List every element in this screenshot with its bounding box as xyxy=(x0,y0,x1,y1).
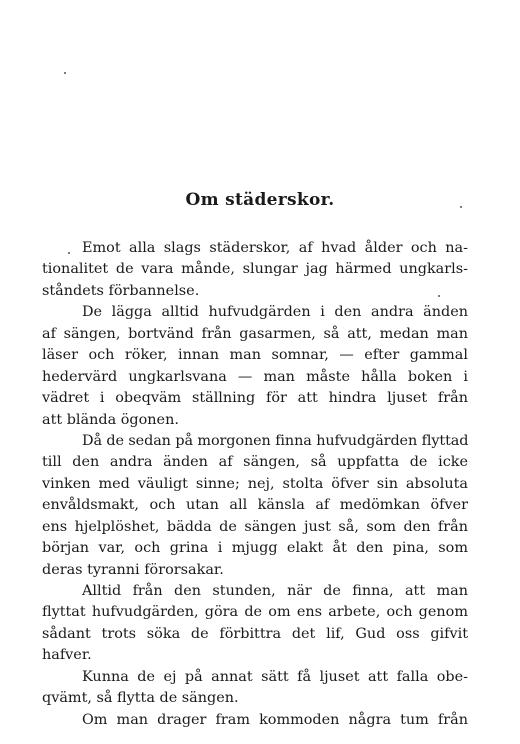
text-line: början var, och grina i mjugg elakt åt den pina, som xyxy=(42,540,468,557)
text-line: vinken med väuligt sinne; nej, stolta öfver sin absoluta xyxy=(42,475,468,492)
text-line: till den andra änden af sängen, så uppfatta de icke xyxy=(42,454,468,471)
text-line: läser och röker, innan man somnar, — efter gammal xyxy=(42,347,468,364)
text-line: deras tyranni förorsakar. xyxy=(42,561,224,578)
text-line: envåldsmakt, och utan all känsla af medömkan öfver xyxy=(42,497,468,514)
text-line: ståndets förbannelse. xyxy=(42,282,200,299)
text-line: De lägga alltid hufvudgärden i den andra änden xyxy=(82,304,468,321)
chapter-title: Om städerskor. xyxy=(185,190,335,210)
text-line: Kunna de ej på annat sätt få ljuset att falla obe- xyxy=(82,668,468,685)
print-speck xyxy=(68,252,70,254)
text-line: Alltid från den stunden, när de finna, att man xyxy=(82,583,468,599)
text-line: sådant trots söka de förbittra det lif, Gud oss gifvit xyxy=(42,625,468,642)
print-speck xyxy=(438,295,440,297)
text-line: Emot alla slags städerskor, af hvad ålder och na- xyxy=(82,240,468,256)
text-line: af sängen, bortvänd från gasarmen, så att, medan man xyxy=(42,325,468,342)
print-speck xyxy=(460,206,462,208)
text-line: Då de sedan på morgonen finna hufvudgärden flyttad xyxy=(82,432,469,449)
text-line: flyttat hufvudgärden, göra de om ens arbete, och genom xyxy=(42,604,468,621)
text-line: tionalitet de vara månde, slungar jag härmed ungkarls- xyxy=(42,261,468,278)
text-line: vädret i obeqväm ställning för att hindra ljuset från xyxy=(42,390,468,407)
text-line: hafver. xyxy=(42,647,92,664)
text-line: hedervärd ungkarlsvana — man måste hålla boken i xyxy=(42,368,468,385)
text-line: ens hjelplöshet, bädda de sängen just så, som den från xyxy=(42,518,468,535)
text-line: qvämt, så flytta de sängen. xyxy=(42,690,239,707)
body-text xyxy=(42,238,468,731)
text-line: att blända ögonen. xyxy=(42,411,179,428)
text-line: Om man drager fram kommoden några tum från xyxy=(82,711,468,728)
print-speck xyxy=(64,72,66,74)
